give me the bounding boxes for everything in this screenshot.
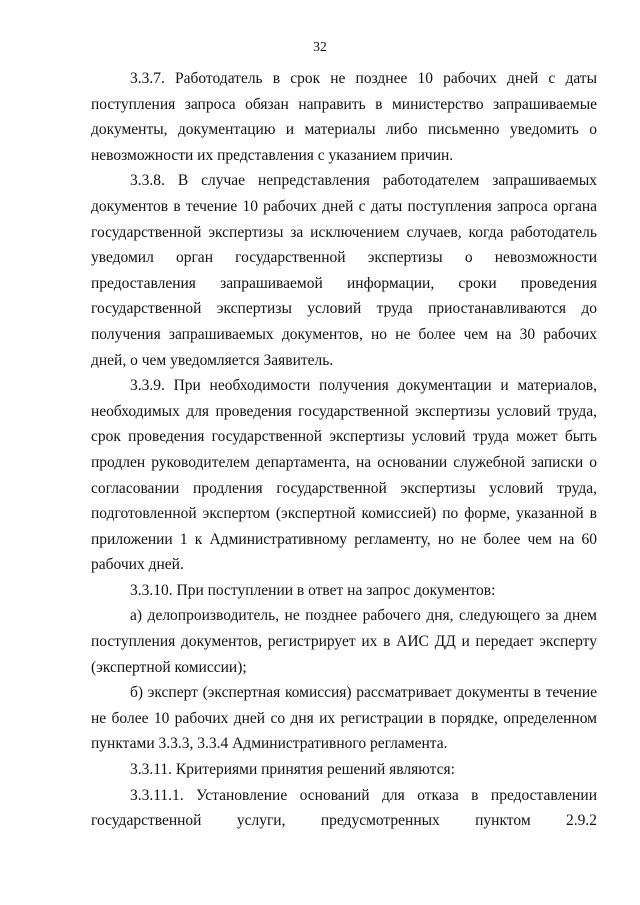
paragraph-3-3-7: 3.3.7. Работодатель в срок не позднее 10 рабочих дней с даты поступления запроса обязан направить в министерство запрашиваемые документы, документацию и материалы либо письменно уведомить о невозможности их представления с указанием причин.: [91, 70, 597, 164]
paragraph-3-3-9: 3.3.9. При необходимости получения документации и материалов, необходимых для проведения государственной экспертизы условий труда, срок проведения государственной экспертизы условий труда может быть продлен руководителем департамента, на основании служебной записки о согласовании продления государственной экспертизы условий труда, подготовленной экспертом (экспертной комиссией) по форме, указанной в приложении 1 к Административному регламенту, но не более чем на 60 рабочих дней.: [91, 377, 597, 574]
paragraph-item-b: б) эксперт (экспертная комиссия) рассматривает документы в течение не более 10 рабочих дней со дня их регистрации в порядке, определенном пунктами 3.3.3, 3.3.4 Административного регламента.: [91, 684, 597, 753]
paragraph-3-3-11-1: 3.3.11.1. Установление оснований для отказа в предоставлении государственной услуги, предусмотренных пунктом 2.9.2: [91, 786, 597, 830]
paragraph-3-3-10: 3.3.10. При поступлении в ответ на запрос документов:: [130, 581, 496, 599]
page-number: 32: [313, 39, 327, 54]
paragraph-3-3-8: 3.3.8. В случае непредставления работодателем запрашиваемых документов в течение 10 рабочих дней с даты поступления запроса органа государственной экспертизы за исключением случаев, когда работодатель уведомил орган государственной экспертизы о невозможности предоставления запрашиваемой информации, сроки проведения государственной экспертизы условий труда приостанавливаются до получения запрашиваемых документов, но не более чем на 30 рабочих дней, о чем уведомляется Заявитель.: [91, 172, 597, 369]
document-body: [91, 66, 597, 834]
paragraph-3-3-11: 3.3.11. Критериями принятия решений являются:: [130, 761, 455, 779]
paragraph-item-a: а) делопроизводитель, не позднее рабочего дня, следующего за днем поступления документов, регистрирует их в АИС ДД и передает эксперту (экспертной комиссии);: [91, 607, 597, 676]
